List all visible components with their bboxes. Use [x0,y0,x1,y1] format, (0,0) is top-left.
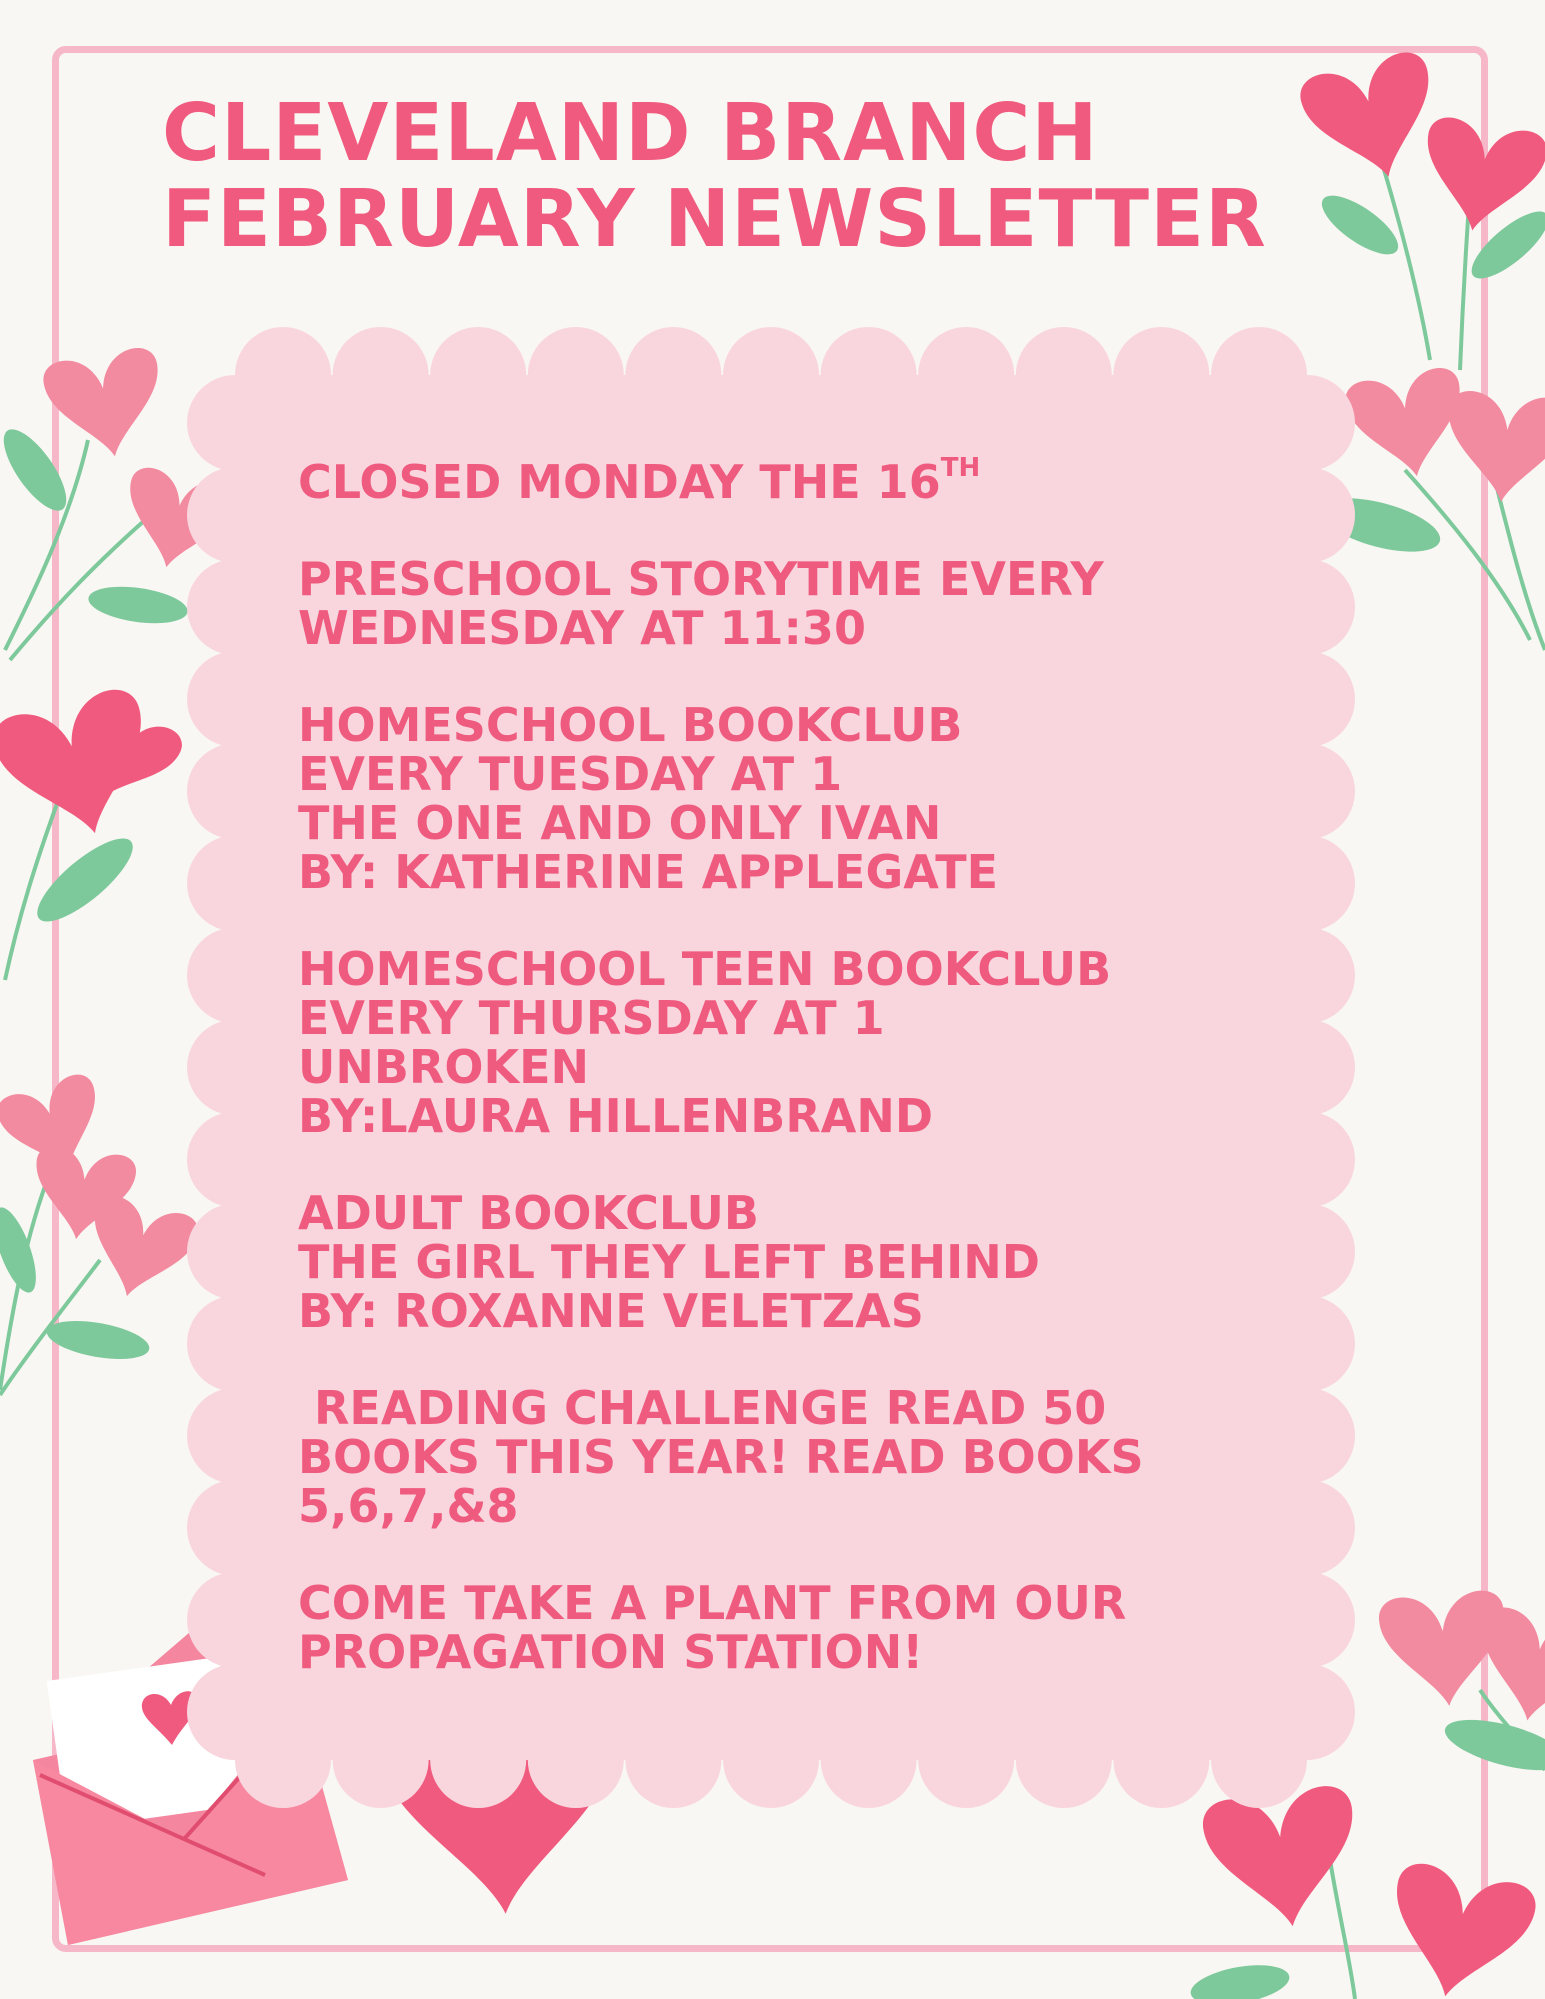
ordinal-suffix: TH [940,453,981,483]
announcement-line: COME TAKE A PLANT FROM OUR [298,1576,1127,1630]
announcement-line: BY: KATHERINE APPLEGATE [298,845,999,899]
announcement-line: BOOKS THIS YEAR! READ BOOKS [298,1430,1144,1484]
title-line-1: CLEVELAND BRANCH [162,87,1099,179]
announcement-line: THE GIRL THEY LEFT BEHIND [298,1235,1040,1289]
announcement-line: HOMESCHOOL BOOKCLUB [298,698,963,752]
newsletter-content [298,453,1298,1725]
announcement-item [298,1576,1298,1679]
announcement-item [298,698,1298,899]
announcement-item [298,453,1298,509]
announcement-line: ADULT BOOKCLUB [298,1186,759,1240]
announcement-line: PRESCHOOL STORYTIME EVERY [298,552,1104,606]
page-title [162,87,1362,265]
announcement-line: BY:LAURA HILLENBRAND [298,1089,934,1143]
announcement-line: READING CHALLENGE READ 50 [298,1381,1107,1435]
announcement-line: WEDNESDAY AT 11:30 [298,601,866,655]
announcement-line: EVERY THURSDAY AT 1 [298,991,885,1045]
announcement-line: PROPAGATION STATION! [298,1625,924,1679]
announcement-item [298,552,1298,655]
announcement-line: CLOSED MONDAY THE 16TH [298,453,981,509]
announcement-line: UNBROKEN [298,1040,590,1094]
announcement-item [298,1186,1298,1338]
announcement-line: HOMESCHOOL TEEN BOOKCLUB [298,942,1112,996]
title-line-2: FEBRUARY NEWSLETTER [162,173,1267,265]
announcement-line: 5,6,7,&8 [298,1479,519,1533]
announcement-line: EVERY TUESDAY AT 1 [298,747,843,801]
announcement-line: BY: ROXANNE VELETZAS [298,1284,924,1338]
announcement-line: THE ONE AND ONLY IVAN [298,796,942,850]
announcement-item [298,1381,1298,1533]
announcement-item [298,942,1298,1143]
